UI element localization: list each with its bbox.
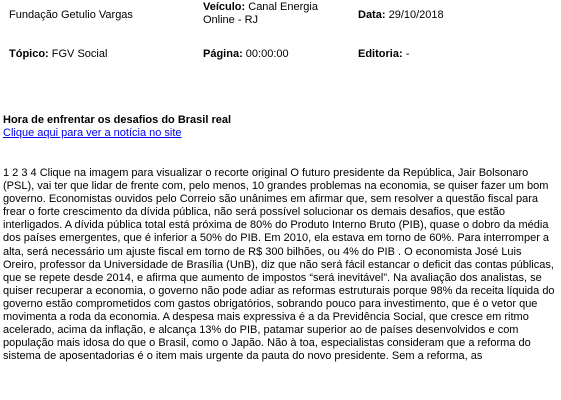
page-label: Página: <box>203 48 243 60</box>
editorial-value: - <box>405 48 410 60</box>
metadata-row-1 <box>0 0 561 26</box>
vehicle-value: Canal Energia <box>248 1 318 13</box>
page-value: 00:00:00 <box>245 48 289 60</box>
topic-value: FGV Social <box>51 48 108 60</box>
vehicle-field <box>203 1 318 14</box>
date-value: 29/10/2018 <box>388 9 444 21</box>
vehicle-label: Veículo: <box>203 1 246 13</box>
article-headline: Hora de enfrentar os desafios do Brasil real <box>3 114 232 126</box>
view-on-site-link[interactable]: Clique aqui para ver a notícia no site <box>3 127 182 139</box>
date-label: Data: <box>358 9 386 21</box>
editorial-label: Editoria: <box>358 48 403 60</box>
source-name: Fundação Getulio Vargas <box>9 9 133 21</box>
vehicle-value-continued: Online - RJ <box>203 14 259 26</box>
page-field <box>203 48 289 61</box>
editorial-field <box>358 48 409 61</box>
metadata-row-2 <box>0 15 561 60</box>
topic-field <box>9 48 107 61</box>
topic-label: Tópico: <box>9 48 49 60</box>
clipping-metadata <box>0 0 561 60</box>
article-body: 1 2 3 4 Clique na imagem para visualizar o recorte original O futuro presidente da República, Jair Bolsonaro (PSL), vai ter que lidar de frente com, pelo menos, 10 grandes problemas na economia, se quiser fazer um bom governo. Economistas ouvidos pelo Correio são unânimes em afirmar que, sem resolver a questão fiscal para frear o forte crescimento da dívida pública, não será possível solucionar os demais desafios, que estão interligados. A dívida pública total está próxima de 80% do Produto Interno Bruto (PIB), quase o dobro da média dos países emergentes, que é inferior a 50% do PIB. Em 2010, ela estava em torno de 60%. Para interromper a alta, será necessário um ajuste fiscal em torno de R$ 300 bilhões, ou 4% do PIB . O economista José Luis Oreiro, professor da Universidade de Brasília (UnB), diz que não será fácil estancar o deficit das contas públicas, que se repete desde 2014, e afirma que aumento de impostos “será inevitável”. Na avaliação dos analistas, se quiser recuperar a economia, o governo não pode adiar as reformas estruturais porque 98% da receita líquida do governo estão comprometidos com gastos obrigatórios, sobrando pouco para investimento, que é o vetor que movimenta a roda da economia. A despesa mais expressiva é a da Previdência Social, que cresce em ritmo acelerado, acima da inflação, e alcança 13% do PIB, patamar superior ao de países desenvolvidos e com população mais idosa do que o Brasil, como o Japão. Não à toa, especialistas consideram que a reforma do sistema de aposentadorias é o item mais urgente da pauta do novo presidente. Sem a reforma, as <box>3 167 555 363</box>
